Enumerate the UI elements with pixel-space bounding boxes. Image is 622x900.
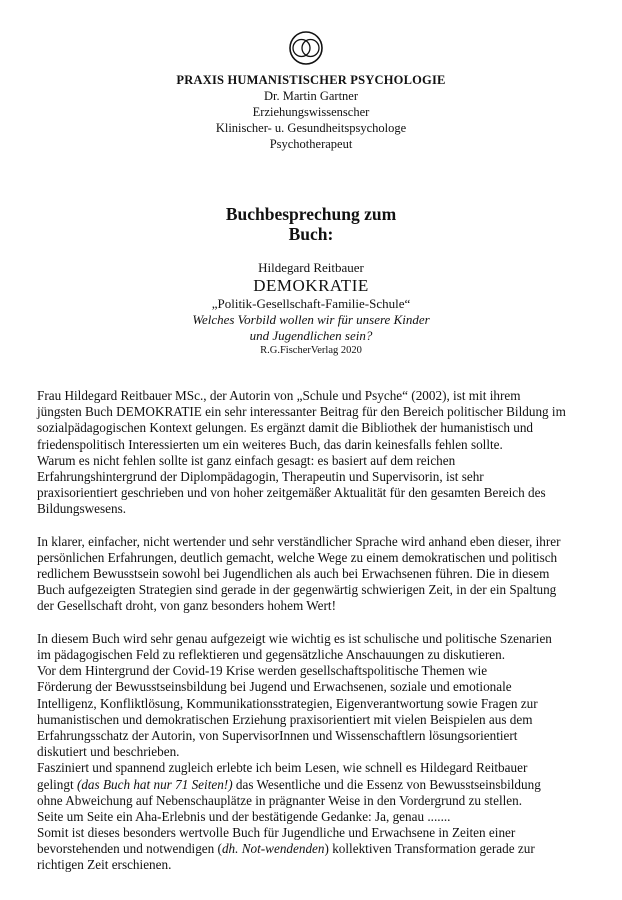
text-line: ohne Abweichung auf Nebenschauplätze in prägnanter Weise in den Vordergrund zu stellen. xyxy=(37,792,523,808)
text-line: persönlichen Erfahrungen, deutlich gemacht, welche Wege zu einem demokratischen und politisch xyxy=(37,549,558,565)
letterhead-line: Klinischer- u. Gesundheitspsychologe xyxy=(215,121,407,135)
book-subtitle: „Politik-Gesellschaft-Familie-Schule“ xyxy=(211,296,411,311)
text-line: friedenspolitisch Interessierten um ein weiteres Buch, das darin keinesfalls fehlen sollte. xyxy=(37,436,503,452)
text-line: Fasziniert und spannend zugleich erlebte ich beim Lesen, wie schnell es Hildegard Reitbauer xyxy=(37,760,528,776)
text-line: Intelligenz, Konfliktlösung, Kommunikationsstrategien, Eigenverantwortung sowie Fragen zur xyxy=(37,695,538,711)
text-line: im pädagogischen Feld zu reflektieren und gegensätzliche Anschauungen zu diskutieren. xyxy=(37,647,506,662)
italic-note: (das Buch hat nur 71 Seiten!) xyxy=(76,776,233,792)
text-line: Buch aufgezeigten Strategien sind gerade in der gegenwärtig schwierigen Zeit, in der ein Spaltung xyxy=(37,582,557,598)
text-line: In klarer, einfacher, nicht wertender und sehr verständlicher Sprache wird anhand eben dieser, ihrer xyxy=(37,533,561,549)
review-text xyxy=(37,388,607,874)
text-line: der Gesellschaft droht, von ganz besonders hohem Wert! xyxy=(37,598,336,614)
text-run: das Wesentliche und die Essenz von Bewusstseinsbildung xyxy=(232,776,541,792)
book-info xyxy=(0,260,622,358)
text-line: jüngsten Buch DEMOKRATIE ein sehr interessanter Beitrag für den Bereich politischer Bildung im xyxy=(37,404,566,420)
text-line xyxy=(37,777,607,793)
book-question: Welches Vorbild wollen wir für unsere Kinder xyxy=(192,312,430,327)
text-line: In diesem Buch wird sehr genau aufgezeigt wie wichtig es ist schulische und politische Szenarien xyxy=(37,630,552,646)
book-publisher: R.G.FischerVerlag 2020 xyxy=(260,345,362,356)
logo-icon xyxy=(289,31,323,65)
text-line xyxy=(37,841,607,857)
text-line: Förderung der Bewusstseinsbildung bei Jugend und Erwachsenen, soziale und emotionale xyxy=(37,679,512,695)
book-author: Hildegard Reitbauer xyxy=(258,260,364,275)
letterhead-line: Psychotherapeut xyxy=(269,137,353,151)
text-line: Erfahrungsschatz der Autorin, von SupervisorInnen und Wissenschaftlern lösungsorientiert xyxy=(37,727,518,743)
text-line: praxisorientiert geschrieben und von hoher zeitgemäßer Aktualität für den gesamten Bereich des xyxy=(37,485,546,501)
italic-note: dh. Not-wendenden xyxy=(221,841,325,857)
letterhead-line: Erziehungswissenscher xyxy=(252,105,370,119)
text-line: Bildungswesens. xyxy=(37,501,127,517)
text-line: diskutiert und beschrieben. xyxy=(37,744,180,760)
text-line: Frau Hildegard Reitbauer MSc., der Autorin von „Schule und Psyche“ (2002), ist mit ihrem xyxy=(37,388,521,403)
text-line: Somit ist dieses besonders wertvolle Buch für Jugendliche und Erwachsene in Zeiten einer xyxy=(37,825,516,841)
text-run: bevorstehenden und notwendigen ( xyxy=(37,841,222,857)
book-question: und Jugendlichen sein? xyxy=(249,328,373,343)
text-run: ) kollektiven Transformation gerade zur xyxy=(324,841,535,857)
practice-name: PRAXIS HUMANISTISCHER PSYCHOLOGIE xyxy=(176,73,446,87)
page-title xyxy=(0,204,622,244)
book-title: DEMOKRATIE xyxy=(253,276,369,295)
letterhead-line: Dr. Martin Gartner xyxy=(263,89,359,103)
letterhead xyxy=(0,72,622,152)
text-run: gelingt xyxy=(37,776,77,792)
title-line: Buchbesprechung zum xyxy=(225,204,397,224)
text-line: sozialpädagogischen Kontext gelungen. Es ergänzt damit die Bibliothek der humanistisch und xyxy=(37,420,534,436)
text-line: redlichem Bewusstsein sowohl bei Jugendlichen als auch bei Erwachsenen führen. Die in diesem xyxy=(37,566,550,582)
text-line: Warum es nicht fehlen sollte ist ganz einfach gesagt: es basiert auf dem reichen xyxy=(37,452,456,468)
text-line: humanistischen und demokratischen Erziehung praxisorientiert mit vielen Beispielen aus dem xyxy=(37,711,533,727)
title-line: Buch: xyxy=(288,224,334,244)
text-line: Erfahrungshintergrund der Diplompädagogin, Therapeutin und Supervisorin, ist sehr xyxy=(37,468,484,484)
text-line: Seite um Seite ein Aha-Erlebnis und der bestätigende Gedanke: Ja, genau ....... xyxy=(37,808,451,824)
text-line: richtigen Zeit erschienen. xyxy=(37,857,172,873)
text-line: Vor dem Hintergrund der Covid-19 Krise werden gesellschaftspolitische Themen wie xyxy=(37,663,488,679)
